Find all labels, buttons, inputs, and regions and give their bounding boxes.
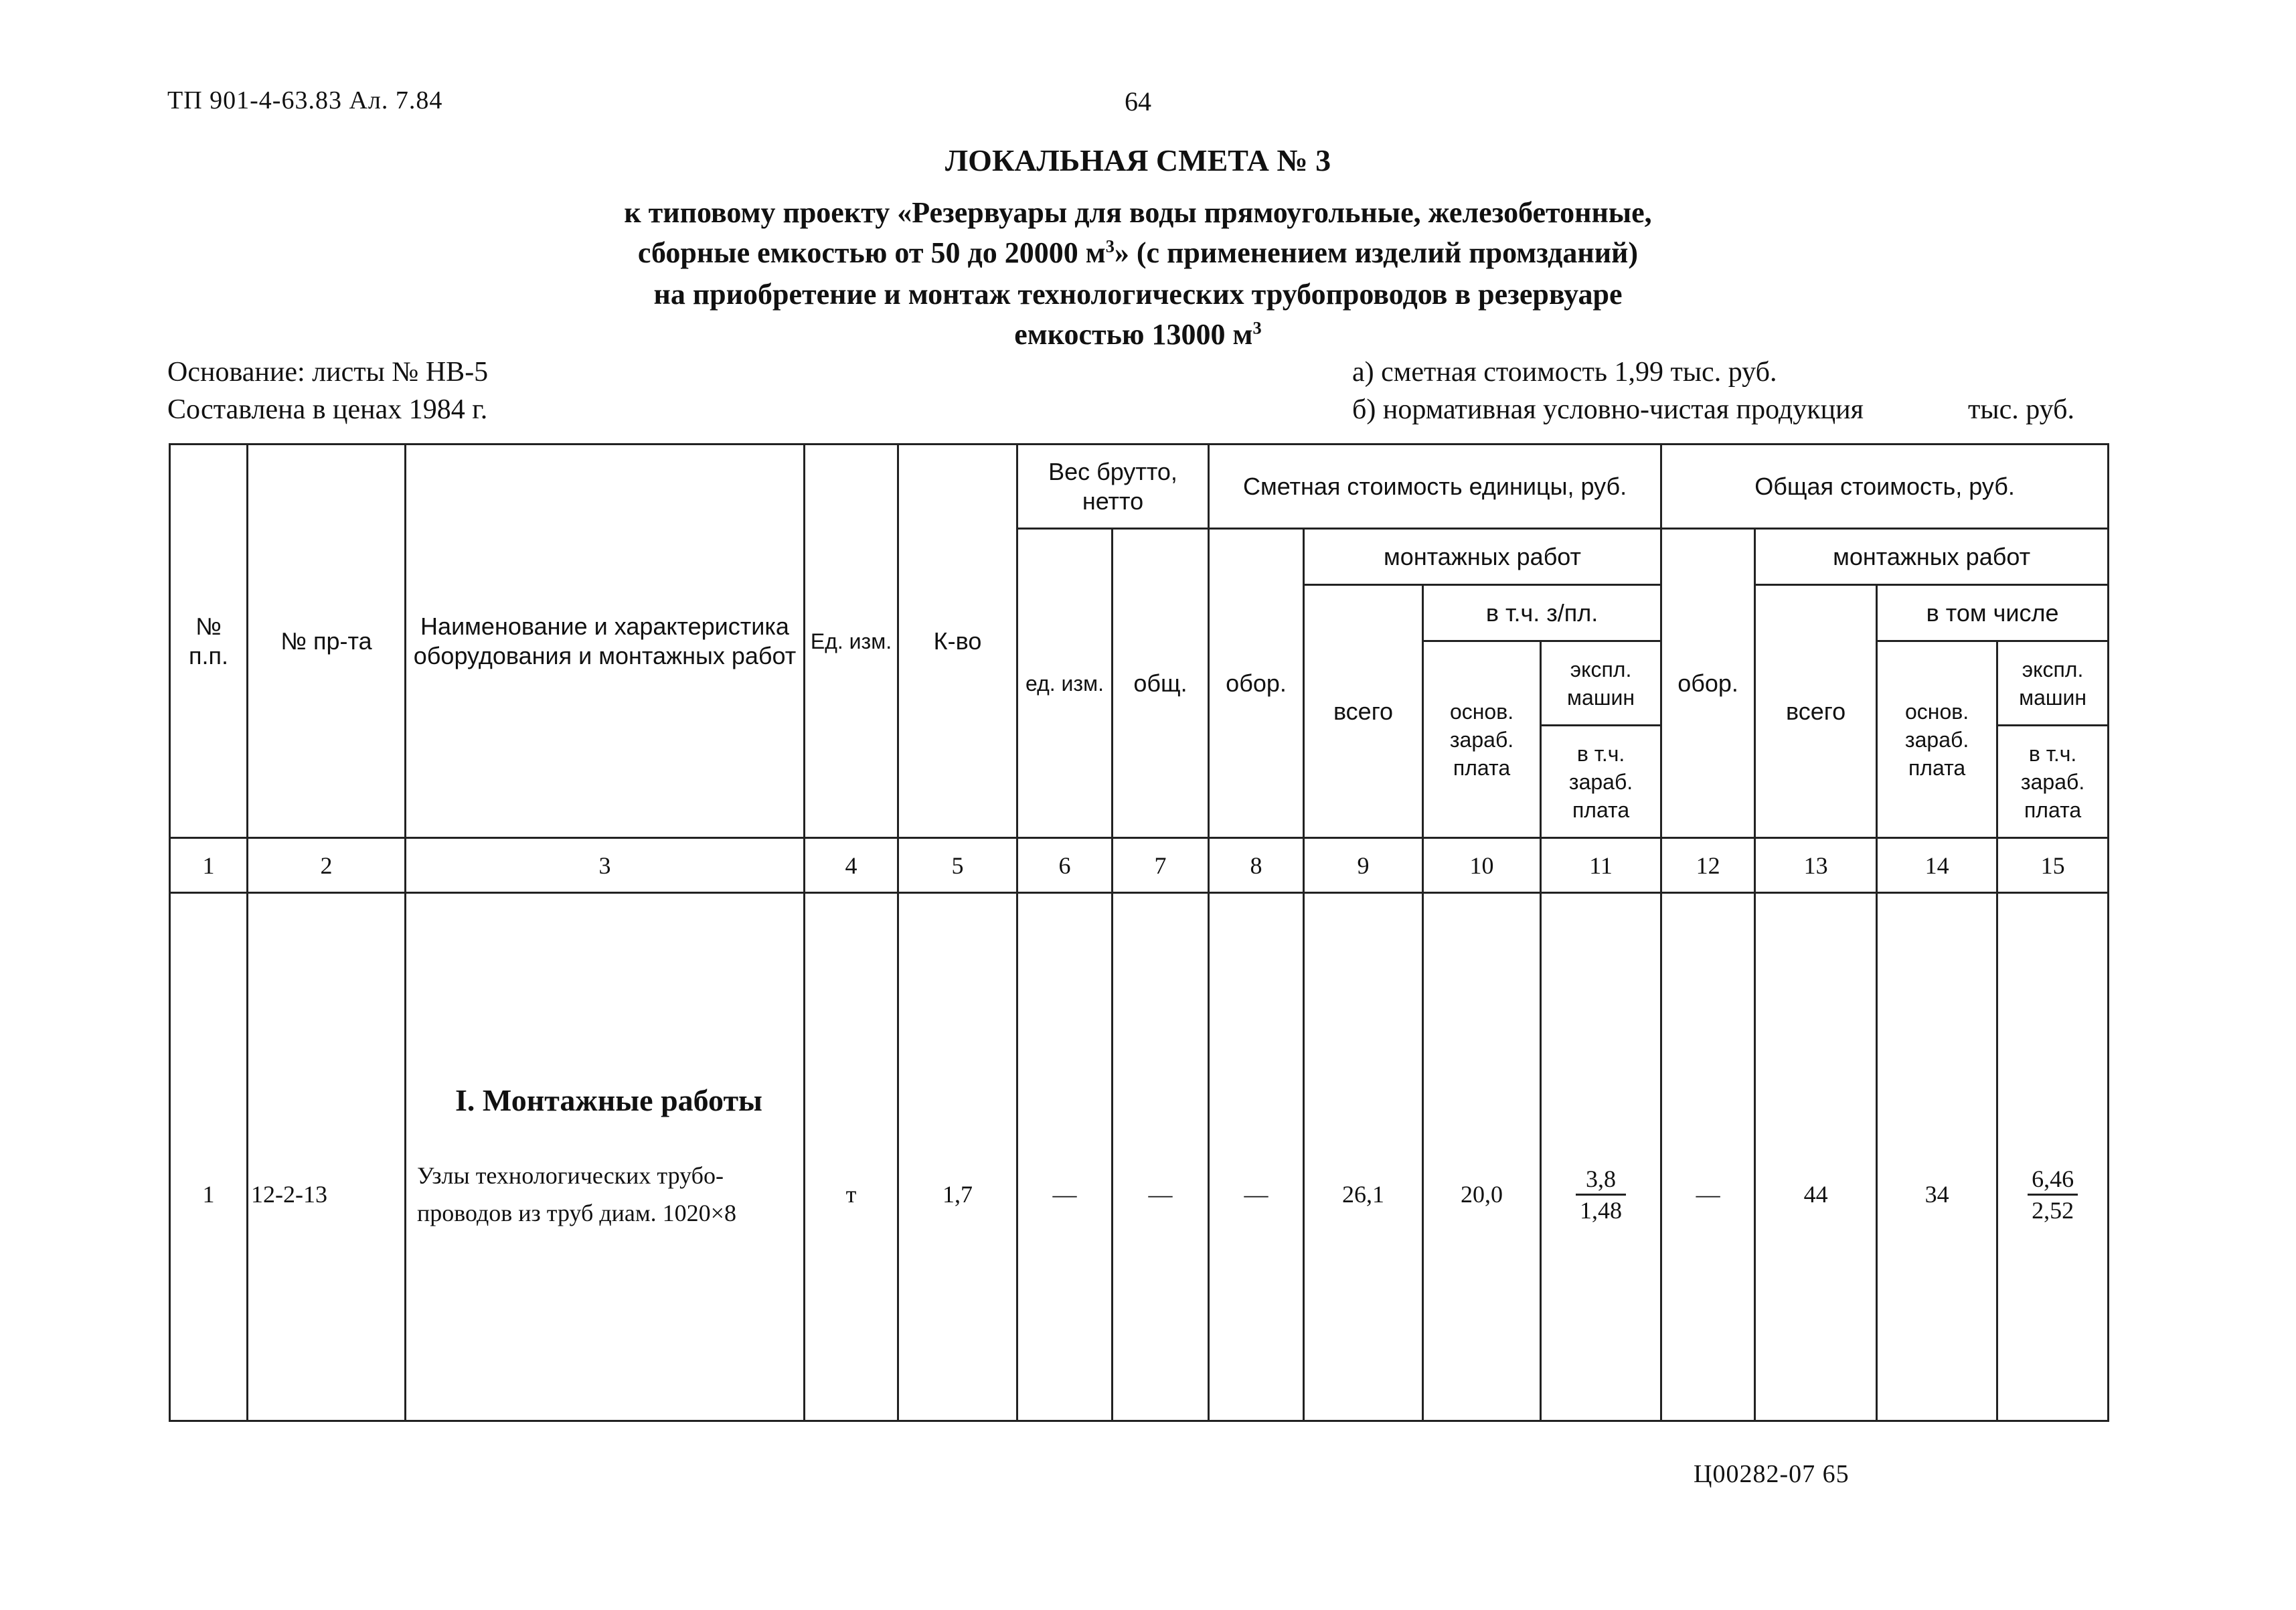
header-total-machines-wage: в т.ч. зараб. плата: [1997, 726, 2109, 838]
project-subtitle: [0, 193, 2276, 273]
column-number: 1: [170, 838, 248, 893]
fraction: [1576, 1164, 1626, 1225]
document-code: ТП 901-4-63.83 Ал. 7.84: [167, 86, 443, 114]
section-title: I. Монтажные работы: [455, 1083, 762, 1117]
header-quantity: К-во: [898, 445, 1017, 838]
column-number: 5: [898, 838, 1017, 893]
header-total-machines: экспл. машин: [1997, 641, 2109, 726]
cell-price-ref: 12-2-13: [248, 893, 406, 1421]
column-number: 10: [1423, 838, 1541, 893]
column-number: 7: [1113, 838, 1209, 893]
column-number: 11: [1541, 838, 1661, 893]
subtitle-line-2: сборные емкостью от 50 до 20000 $м^3$» (с применением изделий промзданий): [637, 236, 1639, 269]
header-total-base-wage: основ. зараб. плата: [1877, 641, 1997, 838]
header-total-equipment: обор.: [1661, 529, 1755, 838]
header-price-ref: № пр-та: [248, 445, 406, 838]
estimated-cost-text: а) сметная стоимость 1,99 тыс. руб.: [1352, 357, 1777, 388]
page-number: 64: [1125, 86, 1151, 116]
header-weight-total: общ.: [1113, 529, 1209, 838]
column-number: 2: [248, 838, 406, 893]
title-line-1: ЛОКАЛЬНАЯ СМЕТА № 3: [945, 143, 1331, 177]
estimate-table: [169, 443, 2109, 1422]
footer-code: Ц00282-07 65: [1694, 1460, 1850, 1488]
column-number: 6: [1017, 838, 1113, 893]
subtitle-line-1: к типовому проекту «Резервуары для воды прямоугольные, железобетонные,: [624, 196, 1652, 229]
cell-total-machines: [1997, 893, 2109, 1421]
cell-total-install: 44: [1755, 893, 1877, 1421]
header-total-cost: Общая стоимость, руб.: [1661, 445, 2109, 529]
header-row-number: № п.п.: [170, 445, 248, 838]
cell-unit: т: [805, 893, 898, 1421]
header-unit-install-total: всего: [1304, 585, 1423, 838]
header-name: Наименование и характеристика оборудования и монтажных работ: [406, 445, 805, 838]
header-unit-machines: экспл. машин: [1541, 641, 1661, 726]
machines-wage-value: 2,52: [2032, 1196, 2074, 1224]
header-unit-installation: монтажных работ: [1304, 529, 1661, 585]
header-unit-equipment: обор.: [1209, 529, 1304, 838]
header-unit-cost: Сметная стоимость единицы, руб.: [1209, 445, 1661, 529]
column-number: 14: [1877, 838, 1997, 893]
cell-quantity: 1,7: [898, 893, 1017, 1421]
scope-line-1: на приобретение и монтаж технологических трубопроводов в резервуаре: [653, 278, 1623, 311]
header-total-install-total: всего: [1755, 585, 1877, 838]
table-row: [170, 893, 2109, 1421]
cell-unit-equipment: —: [1209, 893, 1304, 1421]
column-number: 8: [1209, 838, 1304, 893]
machines-value: 3,8: [1576, 1164, 1626, 1196]
header-weight-unit: ед. изм.: [1017, 529, 1113, 838]
document-title: [0, 143, 2276, 178]
column-number: 13: [1755, 838, 1877, 893]
production-text: б) нормативная условно-чистая продукция: [1352, 394, 1864, 425]
cell-unit-base-wage: 20,0: [1423, 893, 1541, 1421]
header-unit-base-wage: основ. зараб. плата: [1423, 641, 1541, 838]
column-number-row: [170, 838, 2109, 893]
cell-unit-machines: [1541, 893, 1661, 1421]
column-number: 3: [406, 838, 805, 893]
cell-number: 1: [170, 893, 248, 1421]
cell-weight-unit: —: [1017, 893, 1113, 1421]
fraction: [2028, 1164, 2078, 1225]
column-number: 9: [1304, 838, 1423, 893]
production-unit: тыс. руб.: [1968, 394, 2074, 425]
item-name: Узлы технологических трубо-проводов из труб диам. 1020×8: [417, 1162, 736, 1226]
cell-name: [406, 893, 805, 1421]
scope-subtitle: [0, 274, 2276, 355]
cell-weight-total: —: [1113, 893, 1209, 1421]
scope-line-2: емкостью 13000 $м^3$: [1014, 317, 1262, 351]
header-total-incl: в том числе: [1877, 585, 2109, 641]
header-unit-incl-wage: в т.ч. з/пл.: [1423, 585, 1661, 641]
basis-text: Основание: листы № НВ-5: [167, 357, 489, 388]
column-number: 15: [1997, 838, 2109, 893]
header-unit-machines-wage: в т.ч. зараб. плата: [1541, 726, 1661, 838]
cell-total-base-wage: 34: [1877, 893, 1997, 1421]
machines-wage-value: 1,48: [1580, 1196, 1623, 1224]
header-total-installation: монтажных работ: [1755, 529, 2109, 585]
meta-right: [1352, 353, 2074, 428]
cell-unit-install-total: 26,1: [1304, 893, 1423, 1421]
cell-total-equipment: —: [1661, 893, 1755, 1421]
column-number: 12: [1661, 838, 1755, 893]
header-weight: Вес брутто, нетто: [1017, 445, 1209, 529]
prices-text: Составлена в ценах 1984 г.: [167, 394, 488, 425]
header-unit: Ед. изм.: [805, 445, 898, 838]
meta-left: [167, 353, 488, 428]
column-number: 4: [805, 838, 898, 893]
machines-value: 6,46: [2028, 1164, 2078, 1196]
